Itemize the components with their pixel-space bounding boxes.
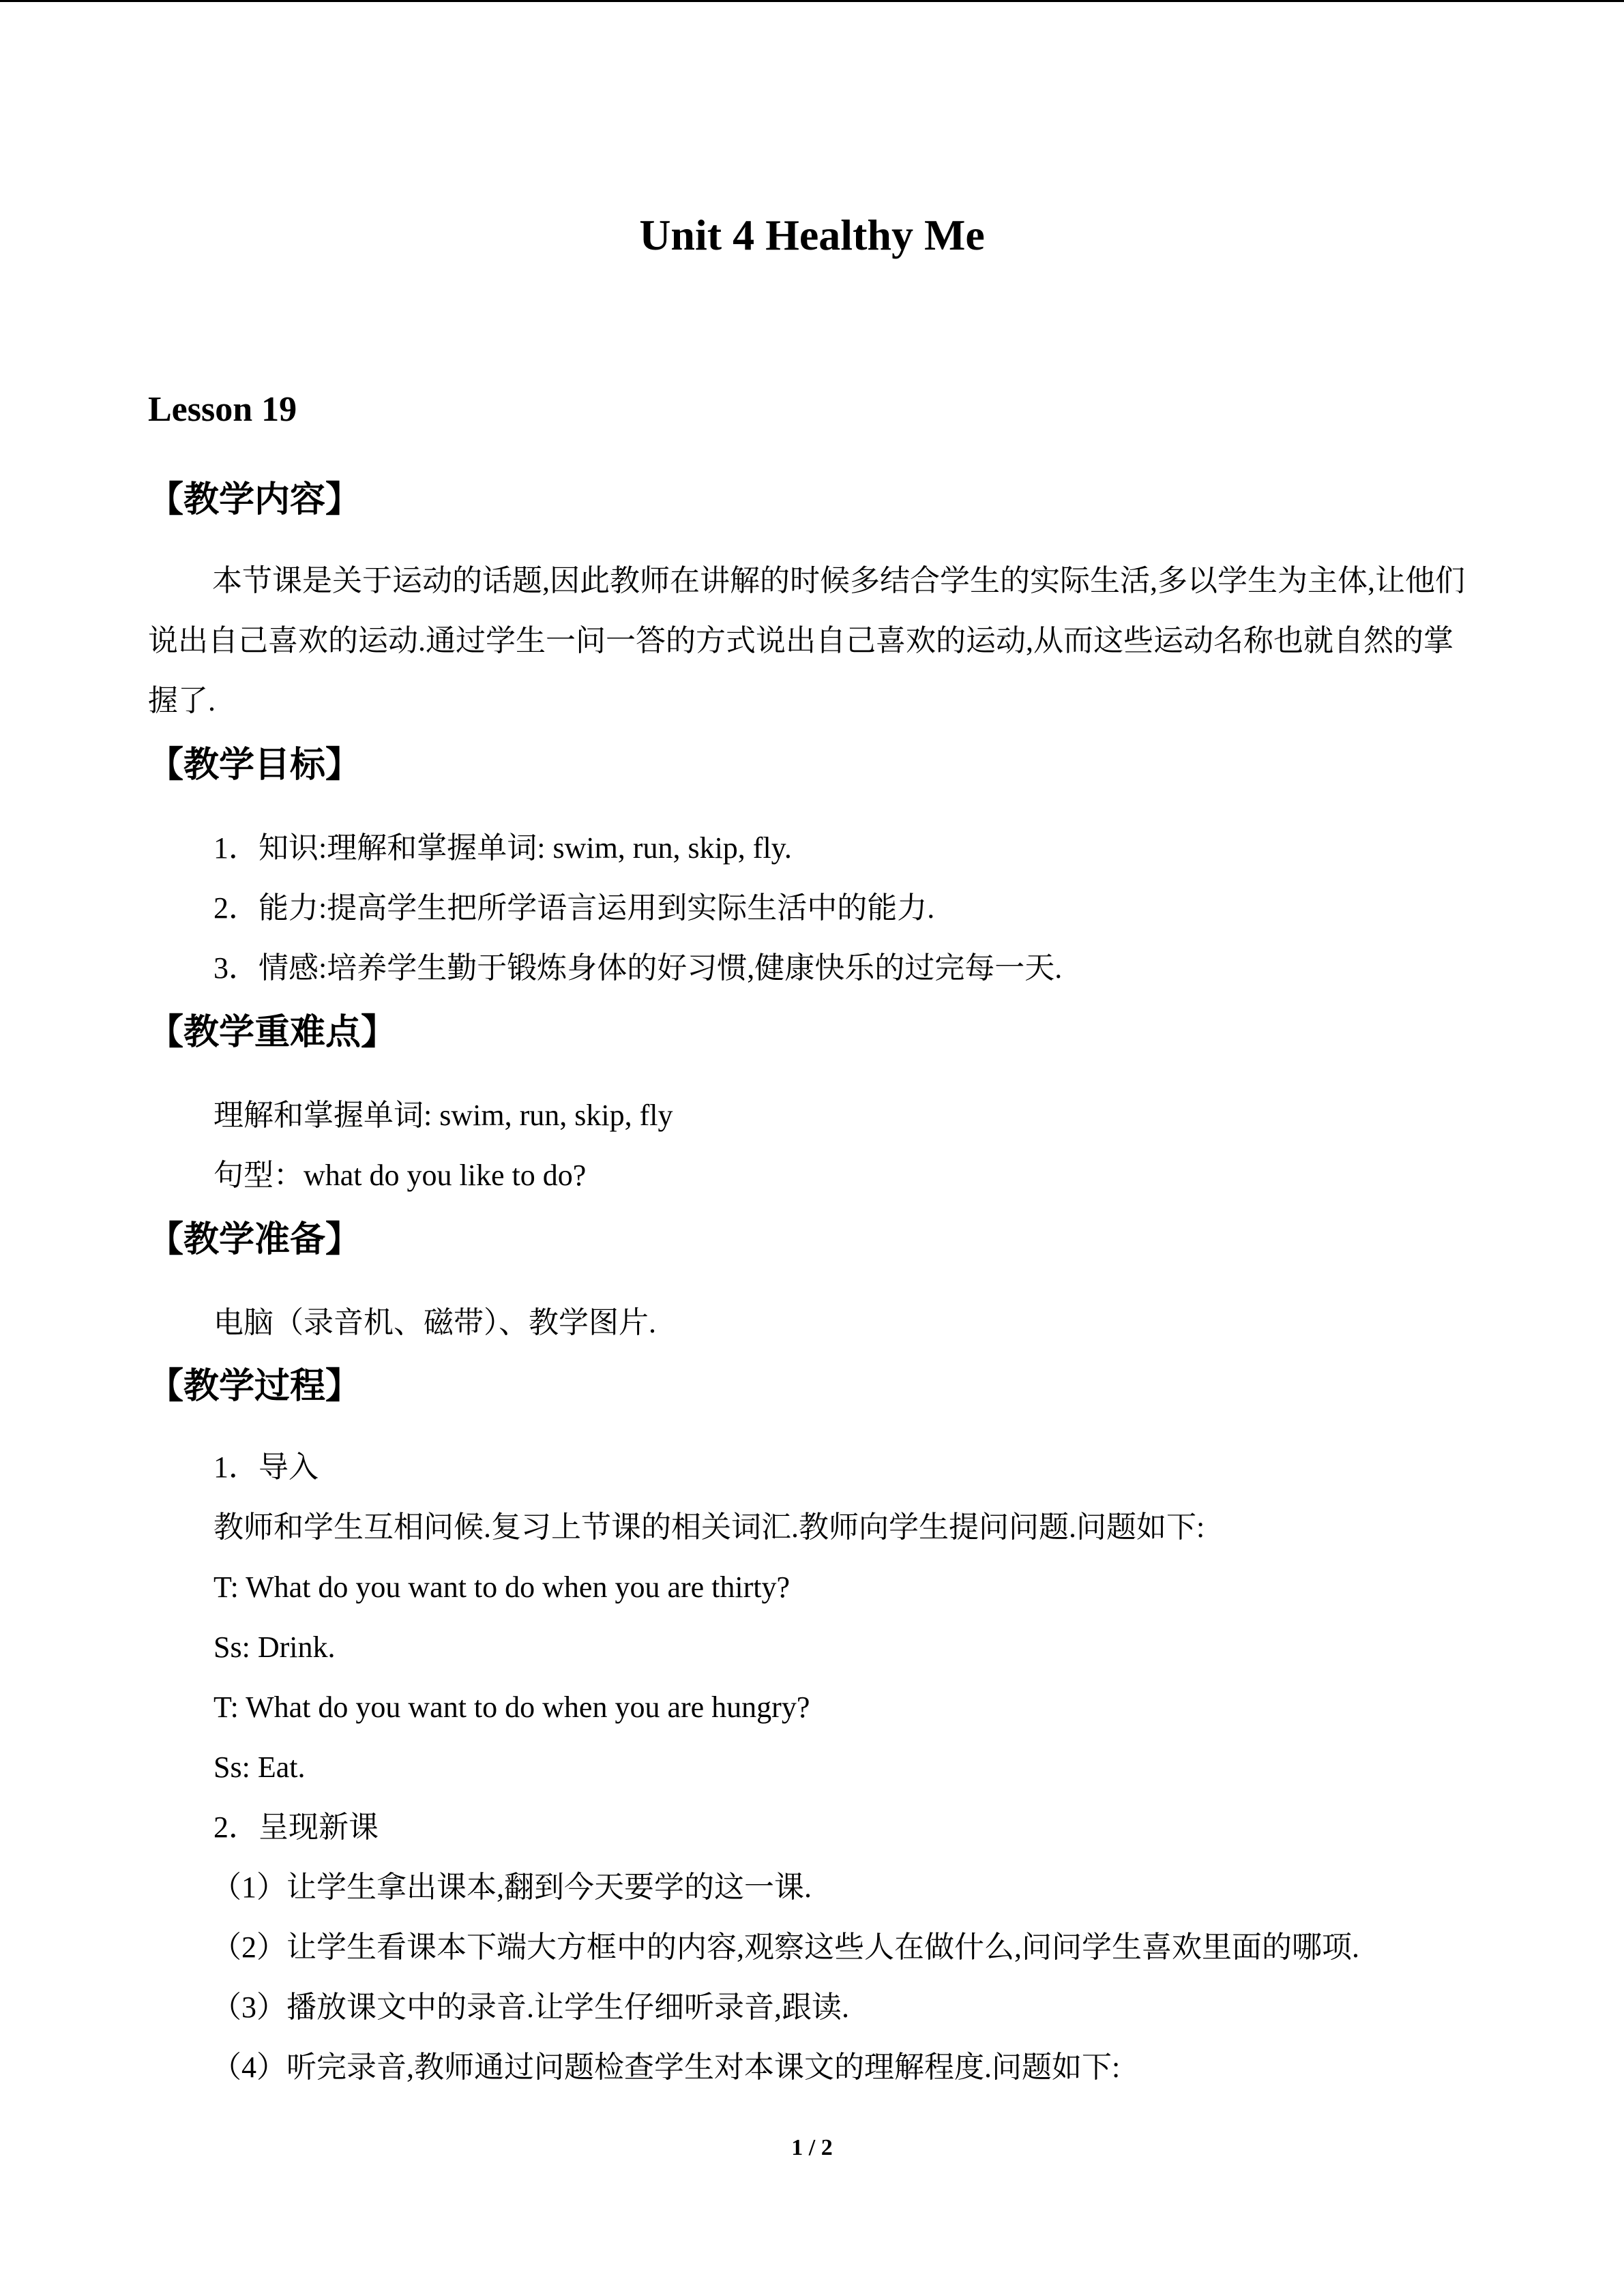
process-item: T: What do you want to do when you are hungry? bbox=[213, 1690, 810, 1724]
heading-teaching-content: 【教学内容】 bbox=[148, 479, 361, 520]
heading-preparation: 【教学准备】 bbox=[148, 1219, 361, 1260]
process-item: T: What do you want to do when you are thirty? bbox=[213, 1570, 791, 1604]
process-item: 2．呈现新课 bbox=[213, 1810, 379, 1844]
process-item: （3）播放课文中的录音.让学生仔细听录音,跟读. bbox=[211, 1991, 849, 2024]
process-item: 1．导入 bbox=[213, 1450, 319, 1484]
heading-teaching-process: 【教学过程】 bbox=[148, 1366, 361, 1407]
objective-item: 3．情感:培养学生勤于锻炼身体的好习惯,健康快乐的过完每一天. bbox=[213, 951, 1063, 985]
top-border bbox=[0, 0, 1624, 2]
process-item: Ss: Eat. bbox=[213, 1750, 306, 1784]
page-number: 1 / 2 bbox=[791, 2135, 833, 2160]
objective-item: 1．知识:理解和掌握单词: swim, run, skip, fly. bbox=[213, 831, 792, 865]
document-title: Unit 4 Healthy Me bbox=[639, 211, 985, 259]
preparation-item: 电脑（录音机、磁带）、教学图片. bbox=[213, 1306, 656, 1339]
process-item: Ss: Drink. bbox=[213, 1630, 336, 1664]
heading-teaching-objectives: 【教学目标】 bbox=[148, 745, 361, 786]
process-item: 教师和学生互相问候.复习上节课的相关词汇.教师向学生提问问题.问题如下: bbox=[213, 1510, 1205, 1544]
heading-key-points: 【教学重难点】 bbox=[148, 1012, 397, 1053]
key-point-item: 理解和掌握单词: swim, run, skip, fly bbox=[213, 1099, 673, 1132]
process-item: （4）听完录音,教师通过问题检查学生对本课文的理解程度.问题如下: bbox=[211, 2051, 1121, 2084]
process-item: （1）让学生拿出课本,翻到今天要学的这一课. bbox=[211, 1870, 812, 1904]
key-point-item: 句型：what do you like to do? bbox=[213, 1159, 587, 1192]
process-item: （2）让学生看课本下端大方框中的内容,观察这些人在做什么,问问学生喜欢里面的哪项. bbox=[211, 1930, 1359, 1964]
objective-item: 2．能力:提高学生把所学语言运用到实际生活中的能力. bbox=[213, 891, 935, 925]
teaching-content-paragraph: 本节课是关于运动的话题,因此教师在讲解的时候多结合学生的实际生活,多以学生为主体,让他们说出自己喜欢的运动.通过学生一问一答的方式说出自己喜欢的运动,从而这些运动名称也就自然的掌握了. bbox=[148, 564, 1465, 717]
lesson-label: Lesson 19 bbox=[148, 390, 297, 429]
